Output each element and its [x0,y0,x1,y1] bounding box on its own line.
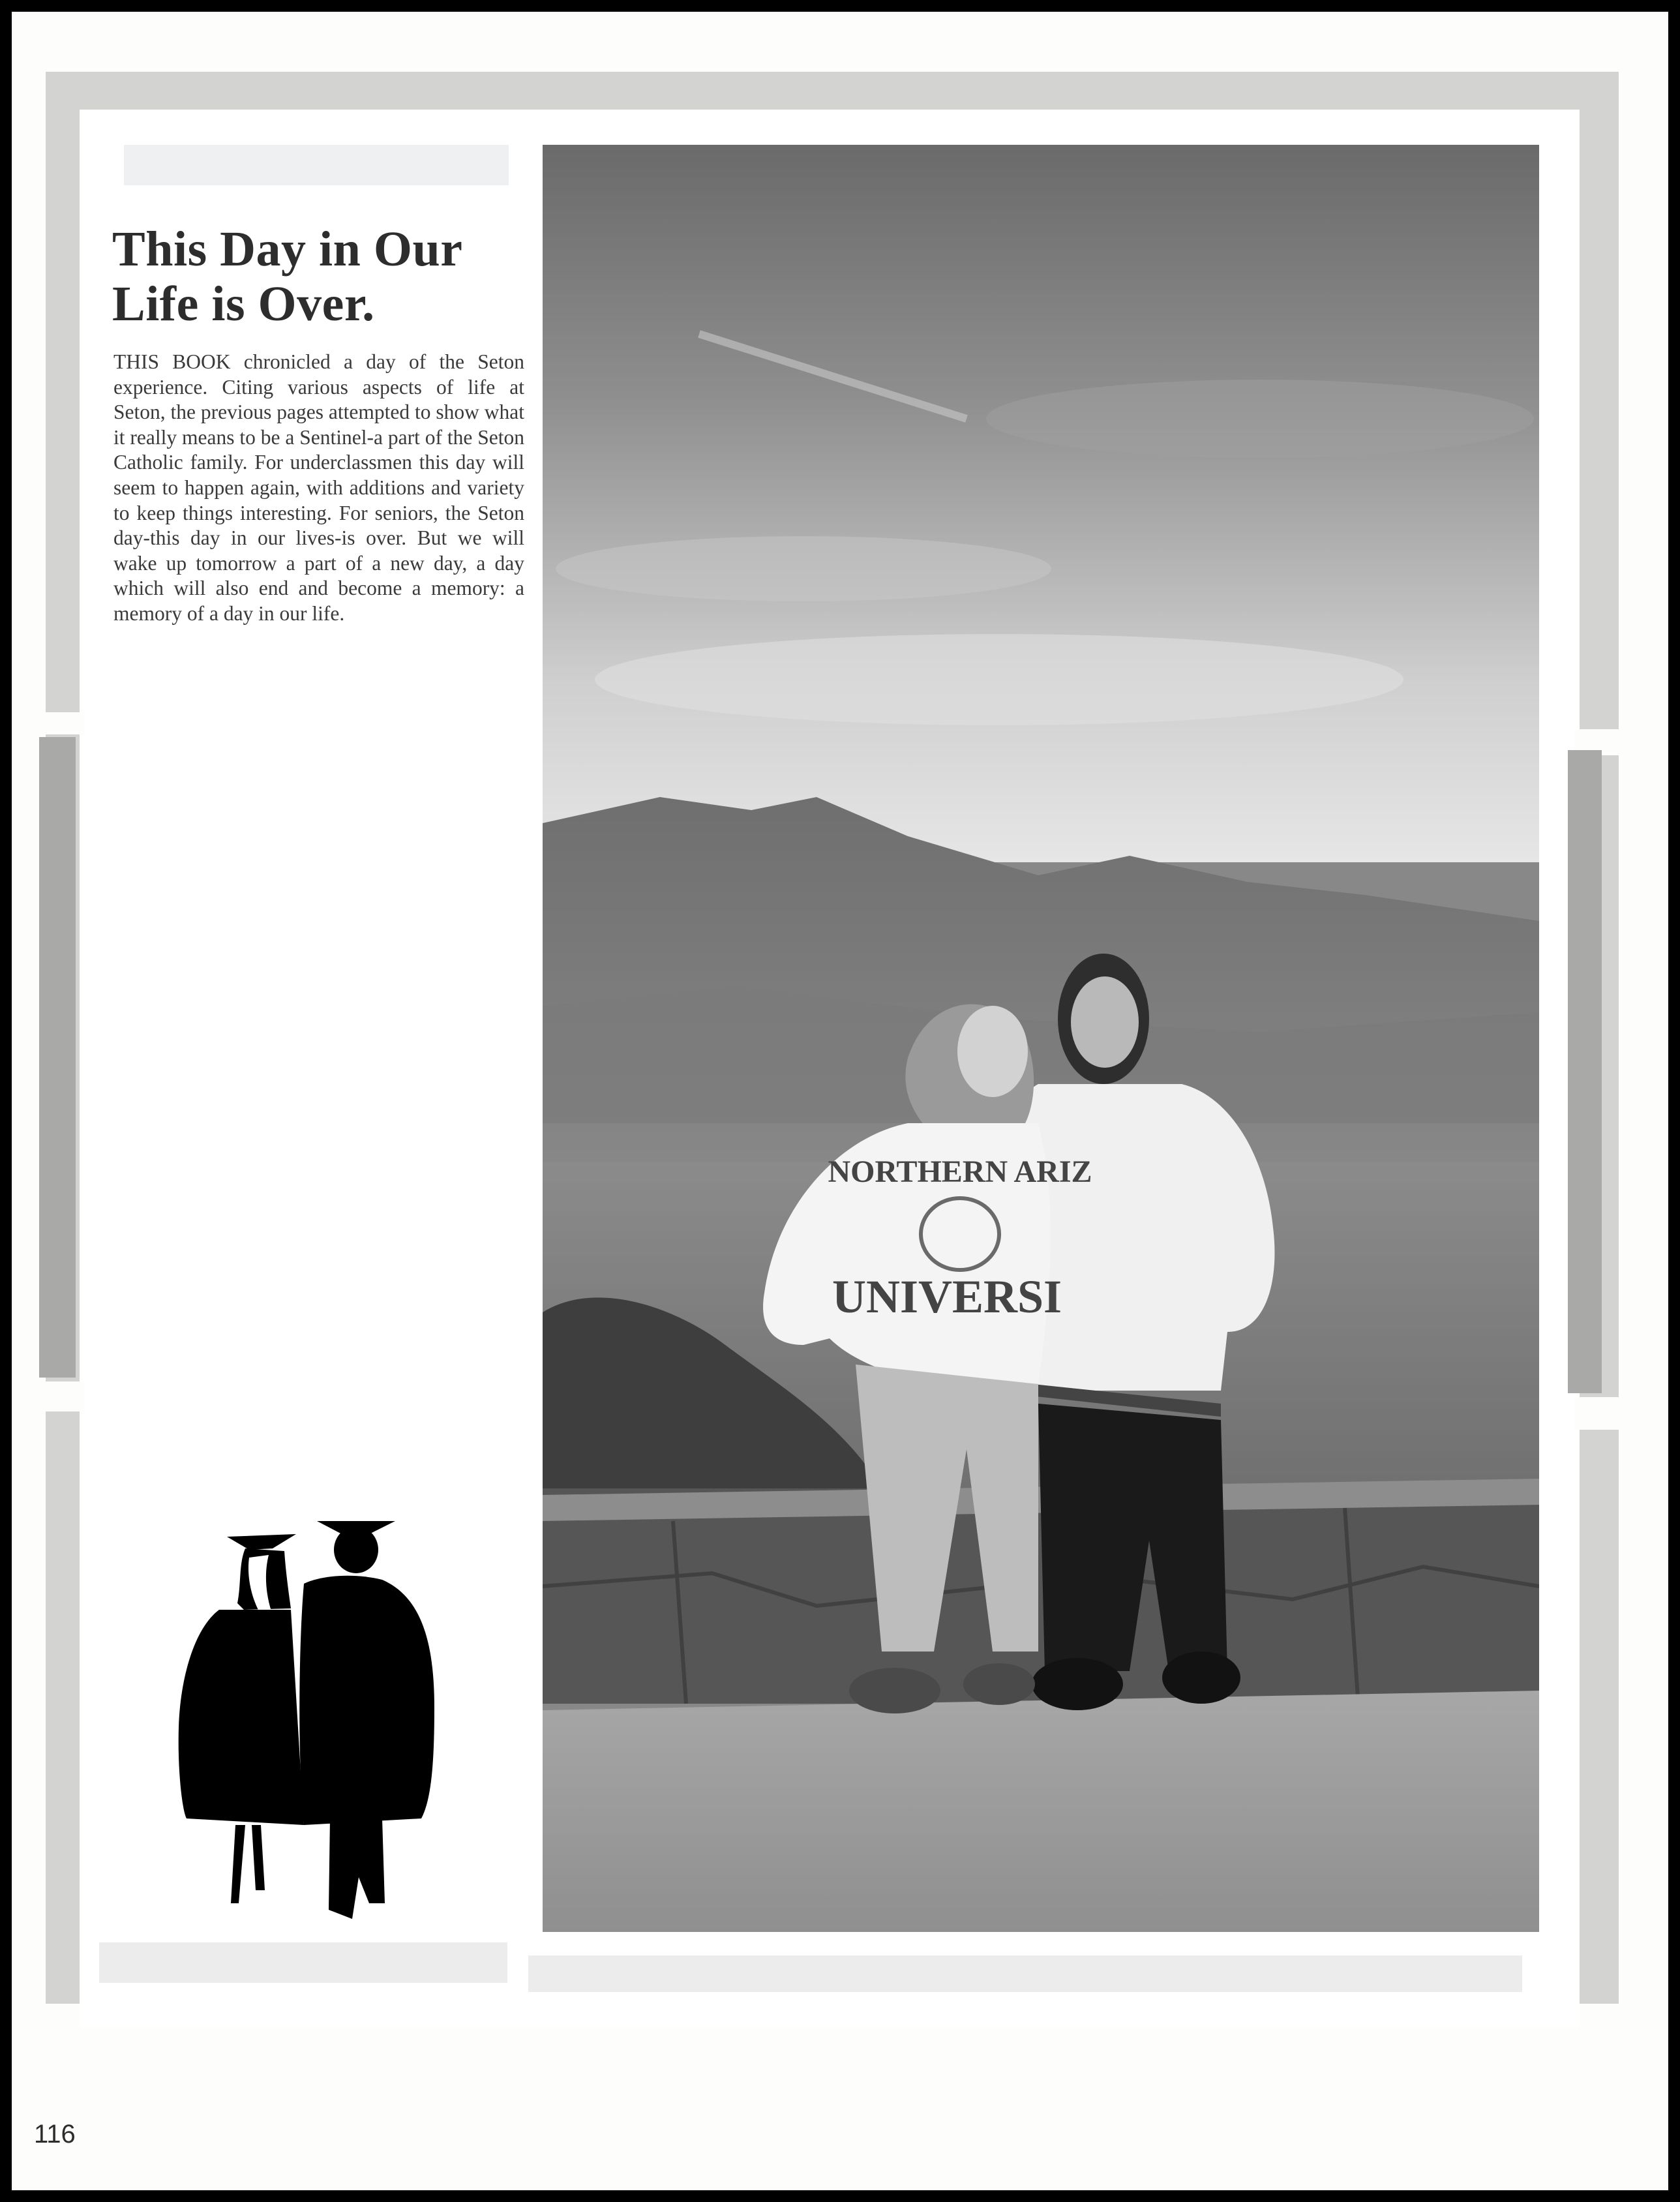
top-tint-bar [124,145,509,185]
sweatshirt-text-bottom: UNIVERSI [832,1271,1062,1323]
photo-scene [543,145,1539,1932]
cloud [986,380,1534,458]
bottom-tint-bar-right [528,1955,1522,1992]
graduates-silhouette-icon [173,1512,447,1929]
frame-gap [46,1381,85,1411]
cloud [556,536,1051,601]
sky [543,145,1539,862]
frame-gap [1574,1397,1620,1430]
article-title: This Day in Our Life is Over. [112,222,462,331]
bottom-tint-bar-left [99,1942,507,1983]
frame-gap [46,712,85,734]
left-side-strip [39,737,76,1378]
cloud [595,634,1403,725]
right-side-strip [1568,750,1602,1393]
sweatshirt-text-top: NORTHERN ARIZ [828,1154,1092,1189]
article-body: THIS BOOK chronicled a day of the Seton experience. Citing various aspects of life at Seton, the previous pages attempted to show what it really means to be a Sentinel-a part of the Seton Catholic family. For underclassmen this day will seem to happen again, with additions and variety to keep things interesting. For seniors, the Seton day-this day in our lives-is over. But we will wake up tomorrow a part of a new day, a day which will also end and become a memory: a memory of a day in our life. [113,350,524,625]
yearbook-page [12,12,1668,2190]
page-number: 116 [34,2120,76,2149]
pavement [543,1691,1539,1932]
main-photo [543,145,1539,1932]
